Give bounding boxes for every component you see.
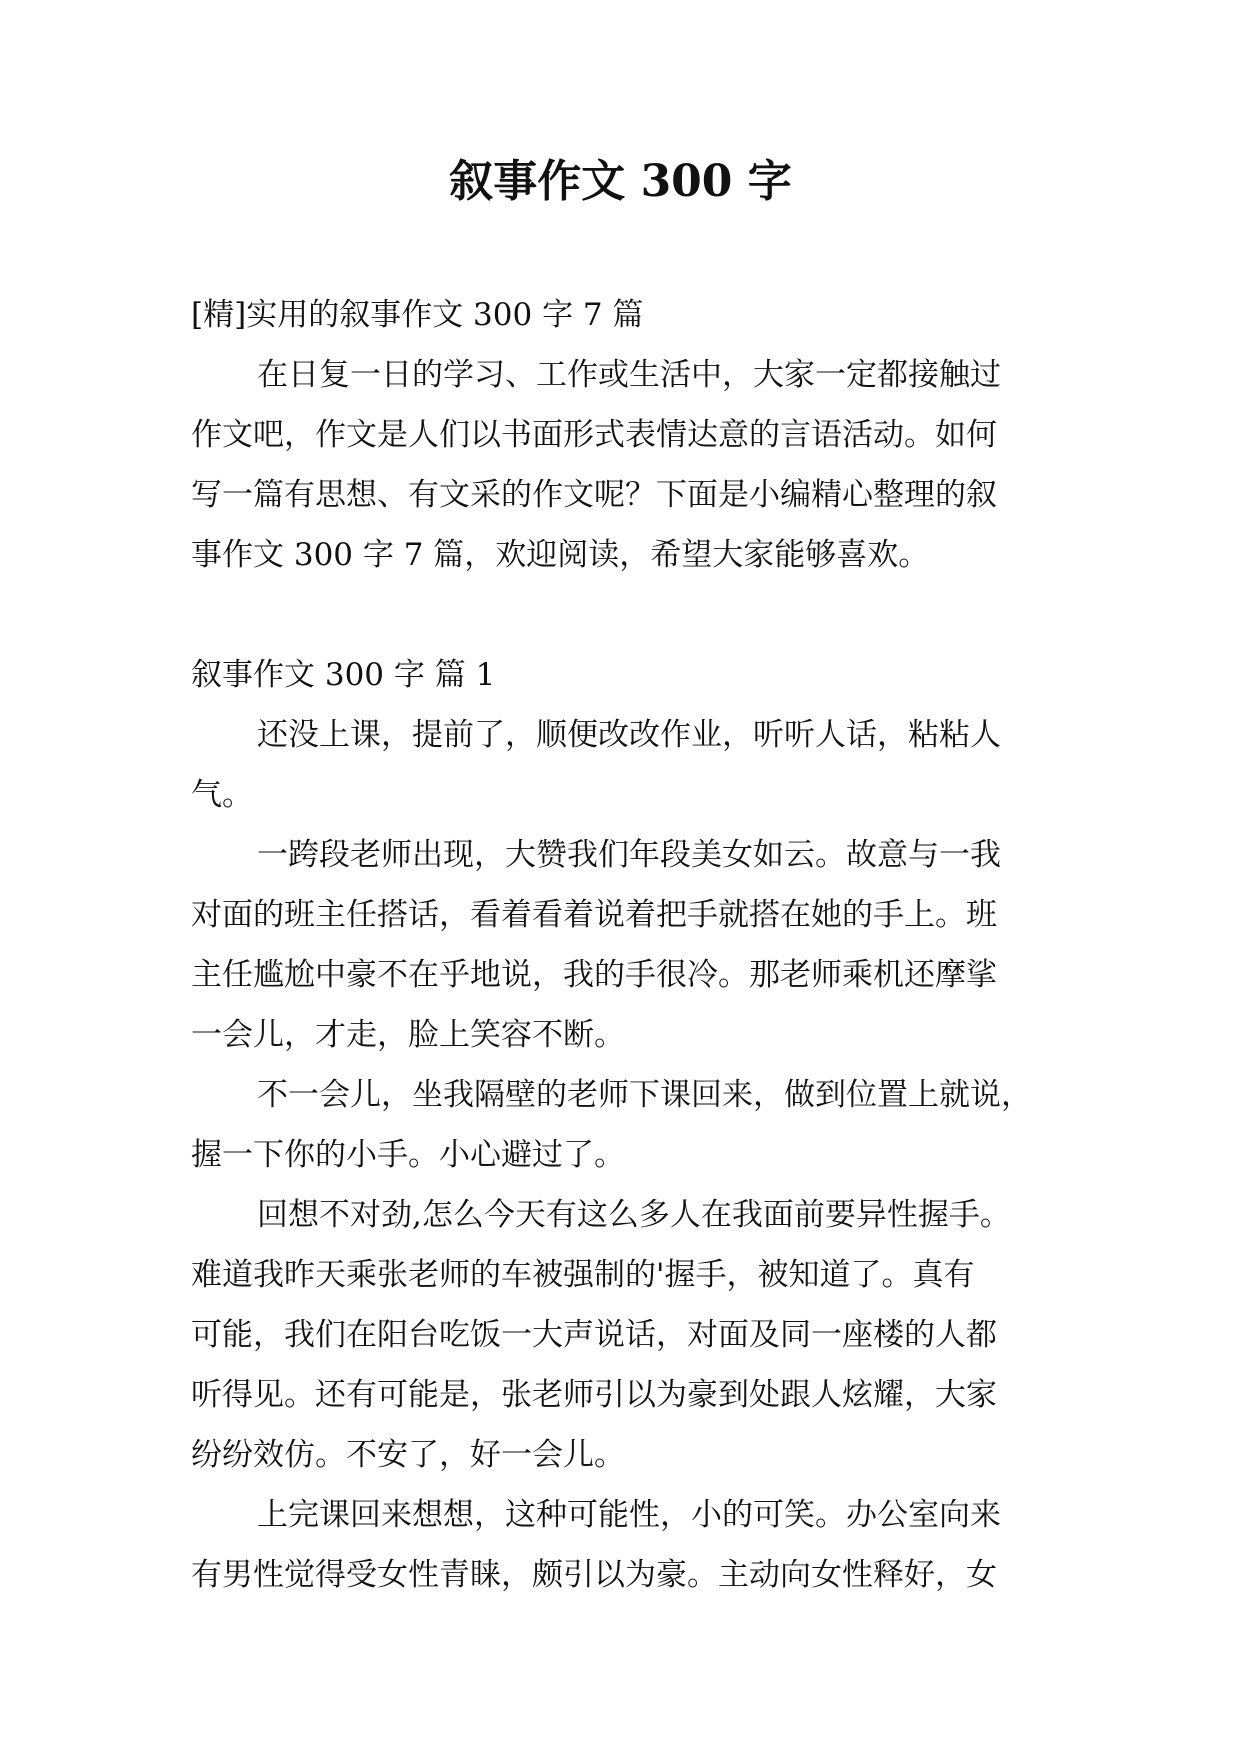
body-paragraph-2 [191,825,1059,1065]
paragraph-line: 一跨段老师出现，大赞我们年段美女如云。故意与一我 [257,837,1001,873]
paragraph-line: 可能，我们在阳台吃饭一大声说话，对面及同一座楼的人都 [191,1317,997,1353]
paragraph-line: 还没上课，提前了，顺便改改作业，听听人话，粘粘人 [257,717,1001,753]
intro-paragraph [191,345,1059,585]
body-paragraph-5 [191,1485,1059,1605]
intro-line: 写一篇有思想、有文采的作文呢？下面是小编精心整理的叙 [191,477,997,513]
paragraph-line: 对面的班主任搭话，看着看着说着把手就搭在她的手上。班 [191,897,997,933]
section-heading: 叙事作文 300 字 篇 1 [191,657,496,693]
paragraph-line: 握一下你的小手。小心避过了。 [191,1137,625,1173]
paragraph-line: 回想不对劲,怎么今天有这么多人在我面前要异性握手。 [257,1197,1011,1233]
paragraph-line: 纷纷效仿。不安了，好一会儿。 [191,1437,625,1473]
paragraph-line: 上完课回来想想，这种可能性，小的可笑。办公室向来 [257,1497,1001,1533]
body-paragraph-1 [191,705,1059,825]
document-title: 叙事作文 300 字 [449,156,792,207]
intro-line: 在日复一日的学习、工作或生活中，大家一定都接触过 [257,357,1001,393]
body-paragraph-4 [191,1185,1059,1485]
paragraph-line: 听得见。还有可能是，张老师引以为豪到处跟人炫耀，大家 [191,1377,997,1413]
document-subtitle: [精]实用的叙事作文 300 字 7 篇 [191,297,644,333]
paragraph-line: 气。 [191,777,253,813]
paragraph-line: 不一会儿，坐我隔壁的老师下课回来，做到位置上就说， [257,1077,1032,1113]
paragraph-line: 主任尴尬中豪不在乎地说，我的手很冷。那老师乘机还摩挲 [191,957,997,993]
paragraph-line: 难道我昨天乘张老师的车被强制的'握手，被知道了。真有 [191,1257,975,1293]
intro-line: 作文吧，作文是人们以书面形式表情达意的言语活动。如何 [191,417,997,453]
paragraph-line: 一会儿，才走，脸上笑容不断。 [191,1017,625,1053]
paragraph-line: 有男性觉得受女性青睐，颇引以为豪。主动向女性释好，女 [191,1557,997,1593]
body-paragraph-3 [191,1065,1059,1185]
intro-line: 事作文 300 字 7 篇，欢迎阅读，希望大家能够喜欢。 [191,537,930,573]
document-body [191,285,1059,1605]
